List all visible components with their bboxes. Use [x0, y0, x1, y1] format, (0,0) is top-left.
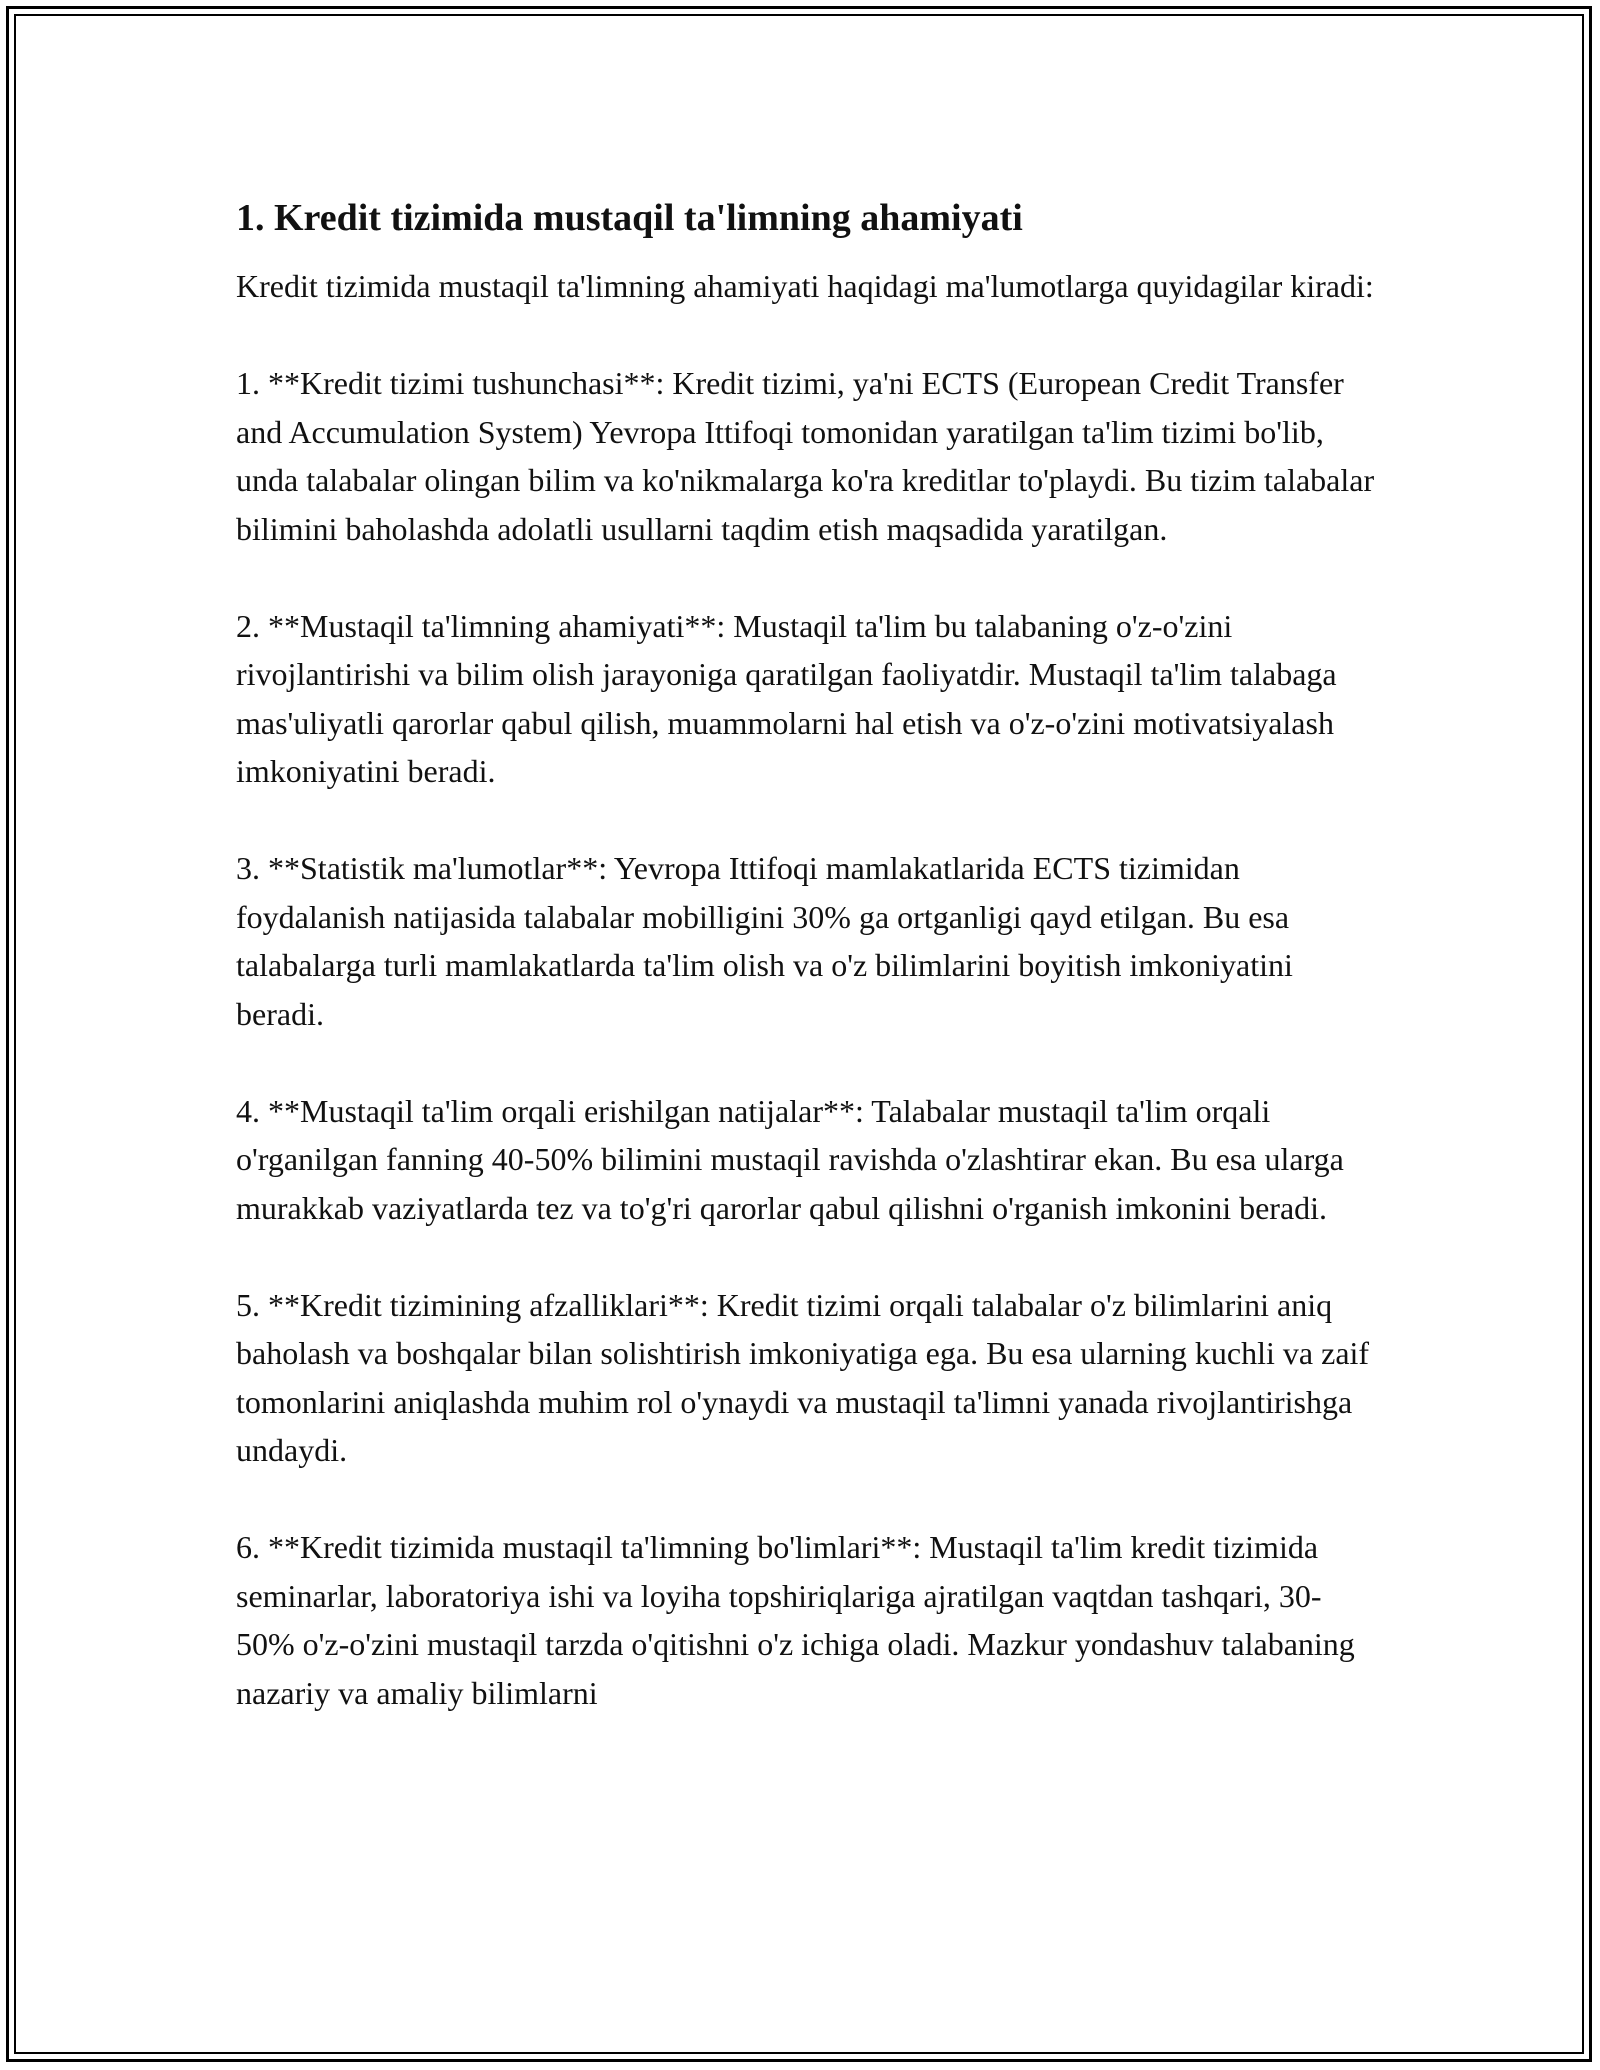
section-heading: 1. Kredit tizimida mustaqil ta'limning ahamiyati: [236, 197, 1023, 239]
paragraph-6: 6. **Kredit tizimida mustaqil ta'limning bo'limlari**: Mustaqil ta'lim kredit tizimida seminarlar, laboratoriya ishi va loyiha topshiriqlariga ajratilgan vaqtdan tashqari, 30-50% o'z-o'zini mustaqil tarzda o'qitishni o'z ichiga oladi. Mazkur yondashuv talabaning nazariy va amaliy bilimlarni: [236, 1529, 1355, 1711]
paragraph-4: 4. **Mustaqil ta'lim orqali erishilgan natijalar**: Talabalar mustaqil ta'lim orqali o'rganilgan fanning 40-50% bilimini mustaqil ravishda o'zlashtirar ekan. Bu esa ularga murakkab vaziyatlarda tez va to'g'ri qarorlar qabul qilishni o'rganish imkonini beradi.: [236, 1092, 1344, 1226]
document-body: [236, 182, 1376, 1766]
paragraph-2: 2. **Mustaqil ta'limning ahamiyati**: Mustaqil ta'lim bu talabaning o'z-o'zini rivojlantirishi va bilim olish jarayoniga qaratilgan faoliyatdir. Mustaqil ta'lim talabaga mas'uliyatli qarorlar qabul qilish, muammolarni hal etish va o'z-o'zini motivatsiyalash imkoniyatini beradi.: [236, 607, 1337, 789]
paragraph-1: 1. **Kredit tizimi tushunchasi**: Kredit tizimi, ya'ni ECTS (European Credit Transfer and Accumulation System) Yevropa Ittifoqi tomonidan yaratilgan ta'lim tizimi bo'lib, unda talabalar olingan bilim va ko'nikmalarga ko'ra kreditlar to'playdi. Bu tizim talabalar bilimini baholashda adolatli usullarni taqdim etish maqsadida yaratilgan.: [236, 365, 1375, 547]
intro-paragraph: Kredit tizimida mustaqil ta'limning ahamiyati haqidagi ma'lumotlarga quyidagilar kiradi:: [236, 268, 1374, 304]
paragraph-3: 3. **Statistik ma'lumotlar**: Yevropa Ittifoqi mamlakatlarida ECTS tizimidan foydalanish natijasida talabalar mobilligini 30% ga ortganligi qayd etilgan. Bu esa talabalarga turli mamlakatlarda ta'lim olish va o'z bilimlarini boyitish imkoniyatini beradi.: [236, 850, 1293, 1032]
paragraph-5: 5. **Kredit tizimining afzalliklari**: Kredit tizimi orqali talabalar o'z bilimlarini aniq baholash va boshqalar bilan solishtirish imkoniyatiga ega. Bu esa ularning kuchli va zaif tomonlarini aniqlashda muhim rol o'ynaydi va mustaqil ta'limni yanada rivojlantirishga undaydi.: [236, 1286, 1370, 1468]
